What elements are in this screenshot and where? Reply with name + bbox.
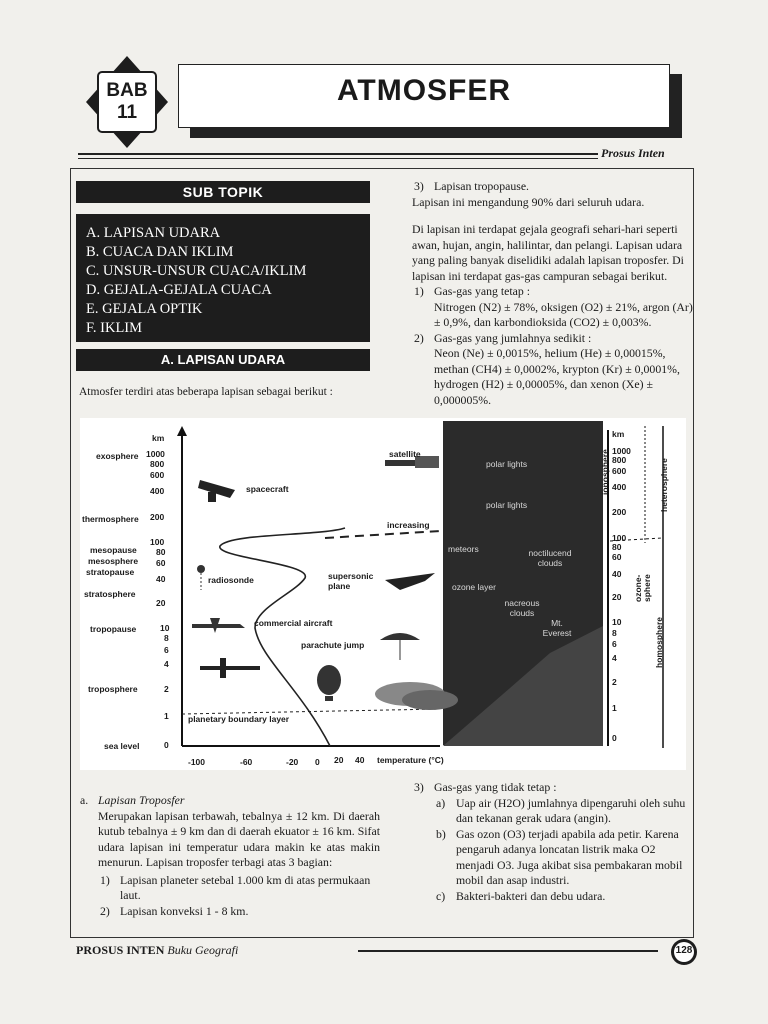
spacecraft-icon [198,480,235,502]
everest-label: Mt. Everest [542,618,572,638]
intro-text: Atmosfer terdiri atas beberapa lapisan sebagai berikut : [79,386,333,398]
y-axis-arrow [177,426,187,436]
right-tick: 8 [612,628,617,638]
item-number: 1) [100,872,110,887]
item-letter: c) [436,888,446,903]
item-text: Bakteri-bakteri dan debu udara. [456,888,606,903]
y-tick-label: 8 [164,633,169,643]
right-tick: 100 [612,533,627,543]
right-tick: 40 [612,569,622,579]
x-tick-label: -100 [188,757,206,767]
right-tick: 2 [612,677,617,687]
x-tick-label: 20 [334,755,344,765]
y-tick-label: 6 [164,645,169,655]
item-letter: a. [80,793,89,807]
subtopik-list [76,214,370,342]
subtopik-item: D. GEJALA-GEJALA CUACA [86,282,272,298]
noctilucent-label: noctilucend clouds [528,548,572,568]
x-tick-label: -60 [240,757,253,767]
item-text: Nitrogen (N2) ± 78%, oksigen (O2) ± 21%, argon (Ar) ± 0,9%, dan karbondioksida (CO2) ± 0,003%. [434,299,693,329]
right-tick: 0 [612,733,617,743]
layer-label: tropopause [90,624,137,634]
y-tick-label: 40 [156,574,166,584]
page-title: ATMOSFER [336,74,512,107]
item-title: Gas-gas yang tetap : [434,284,530,298]
layer-label: thermosphere [82,514,139,524]
right-column-top [412,179,694,408]
y-tick-label: 80 [156,547,166,557]
subtopik-item: E. GEJALA OPTIK [86,301,203,317]
satellite-label: satellite [389,449,421,459]
ozone-layer-label: ozone layer [452,582,496,592]
pbl-label: planetary boundary layer [188,714,290,724]
x-tick-label: -20 [286,757,299,767]
item-letter: b) [436,826,446,841]
layer-label: troposphere [88,684,138,694]
footer-rule [358,950,658,952]
item-number: 2) [414,330,424,345]
layer-label: mesosphere [88,556,139,566]
right-tick: 800 [612,455,627,465]
y-tick-label: 20 [156,598,166,608]
subtopik-heading: SUB TOPIK [76,181,370,203]
atmosphere-diagram [80,418,686,770]
supersonic-label: supersonic plane [328,571,374,591]
brand-label: Prosus Inten [601,146,665,160]
x-tick-label: 0 [315,757,320,767]
item-number: 2) [100,903,110,918]
increasing-dash [325,531,440,538]
item-text: Lapisan konveksi 1 - 8 km. [120,903,249,918]
bottom-left-column [80,793,380,919]
increasing-label: increasing [387,520,430,530]
item-text: Gas ozon (O3) terjadi apabila ada petir. Karena pengaruh adanya loncatan listrik maka O2 menjadi O3. Juga akibat sisa pembakaran mobil mobil dan asap industri. [456,826,683,887]
spacecraft-label: spacecraft [246,484,289,494]
item-number: 1) [414,284,424,298]
item-letter: a) [436,795,446,810]
right-tick: 200 [612,507,627,517]
layer-label: stratopause [86,567,135,577]
bottom-right-column [412,780,694,904]
y-tick-label: 10 [160,623,170,633]
paragraph: Merupakan lapisan terbawah, tebalnya ± 12 km. Di daerah kutub tebalnya ± 9 km dan di daerah ekuator ± 16 km. Sifat udara lapisan ini temperatur udara makin ke atas makin menurun. Lapisan troposfer terbagi atas 3 bagian: [98,808,380,869]
polar-lights-label: polar lights [486,500,528,510]
commercial-aircraft-label: commercial aircraft [254,618,333,628]
ionosphere-label: ionosphere [600,449,610,495]
parachute-label: parachute jump [301,640,365,650]
radiosonde-icon [197,565,205,590]
chapter-label: BAB 11 [106,80,148,123]
subtopik-item: F. IKLIM [86,320,143,336]
parachute-icon [380,633,420,660]
footer-book-name: Buku Geografi [167,943,239,957]
subtopik-item: C. UNSUR-UNSUR CUACA/IKLIM [86,263,307,279]
y-tick-label: 100 [150,537,165,547]
footer-brand [76,943,238,958]
right-tick: 60 [612,552,622,562]
balloon-icon [317,665,341,701]
y-tick-label: 0 [164,740,169,750]
polar-lights-label: polar lights [486,459,528,469]
item-title: Lapisan Troposfer [98,793,185,807]
footer-brand-name: PROSUS INTEN [76,943,165,957]
paragraph: Di lapisan ini terdapat gejala geografi sehari-hari seperti awan, hujan, angin, halilintar, dan pelangi. Lapisan udara yang paling banyak diselidiki adalah lapisan troposfer. Di lapisan ini terdapat gas-gas campuran sebagai berikut. [412,222,684,283]
section-heading: A. LAPISAN UDARA [76,349,370,371]
layer-label: exosphere [96,451,139,461]
meteors-label: meteors [448,544,479,554]
right-tick: 10 [612,617,622,627]
y-tick-label: 1000 [146,449,165,459]
y-unit-label: km [152,433,165,443]
item-text: Uap air (H2O) jumlahnya dipengaruhi oleh suhu dan tekanan gerak udara (angin). [456,795,686,825]
y-tick-label: 200 [150,512,165,522]
y-tick-label: 800 [150,459,165,469]
right-tick: 1000 [612,446,631,456]
homosphere-label: homosphere [654,616,664,668]
paragraph: Lapisan ini mengandung 90% dari seluruh udara. [412,194,645,209]
layer-label: mesopause [90,545,137,555]
clouds-icon [375,682,458,710]
right-tick: 6 [612,639,617,649]
y-tick-label: 60 [156,558,166,568]
item-text: Neon (Ne) ± 0,0015%, helium (He) ± 0,00015%, methan (CH4) ± 0,0002%, krypton (Kr) ± 0,0001%, hydrogen (H2) ± 0,00005%, dan xenon (Xe) ± 0,000005%. [434,346,680,407]
header-rule-thin [78,158,598,159]
y-tick-label: 2 [164,684,169,694]
nacreous-label: nacreous clouds [504,598,540,618]
y-tick-label: 600 [150,470,165,480]
supersonic-plane-icon [385,573,435,590]
y-tick-label: 1 [164,711,169,721]
x-axis-label: temperature (°C) [377,755,444,765]
item-title: Gas-gas yang jumlahnya sedikit : [434,330,592,345]
commercial-aircraft-icon [192,618,245,633]
item-text: Lapisan planeter setebal 1.000 km di atas permukaan laut. [120,872,371,902]
subtopik-item: A. LAPISAN UDARA [86,225,221,241]
radiosonde-label: radiosonde [208,575,254,585]
mountain-icon [443,626,603,746]
header-rule [78,153,598,155]
page-number: 128 [675,945,693,956]
right-tick: 20 [612,592,622,602]
layer-label: stratosphere [84,589,136,599]
right-tick: 400 [612,482,627,492]
subtopik-item: B. CUACA DAN IKLIM [86,244,234,260]
ozonesphere-label: ozone-sphere [633,574,652,602]
heterosphere-label: heterosphere [659,458,669,512]
right-tick: 4 [612,653,617,663]
item-number: 3) [414,780,424,794]
item-number: 3) [414,179,424,193]
y-tick-label: 400 [150,486,165,496]
y-tick-label: 4 [164,659,169,669]
layer-label: sea level [104,741,140,751]
right-tick: 1 [612,703,617,713]
item-title: Gas-gas yang tidak tetap : [434,780,557,794]
right-tick: 600 [612,466,627,476]
x-tick-label: 40 [355,755,365,765]
item-title: Lapisan tropopause. [434,179,530,193]
right-tick: 80 [612,542,622,552]
airplane-icon [200,658,260,678]
right-unit: km [612,429,625,439]
